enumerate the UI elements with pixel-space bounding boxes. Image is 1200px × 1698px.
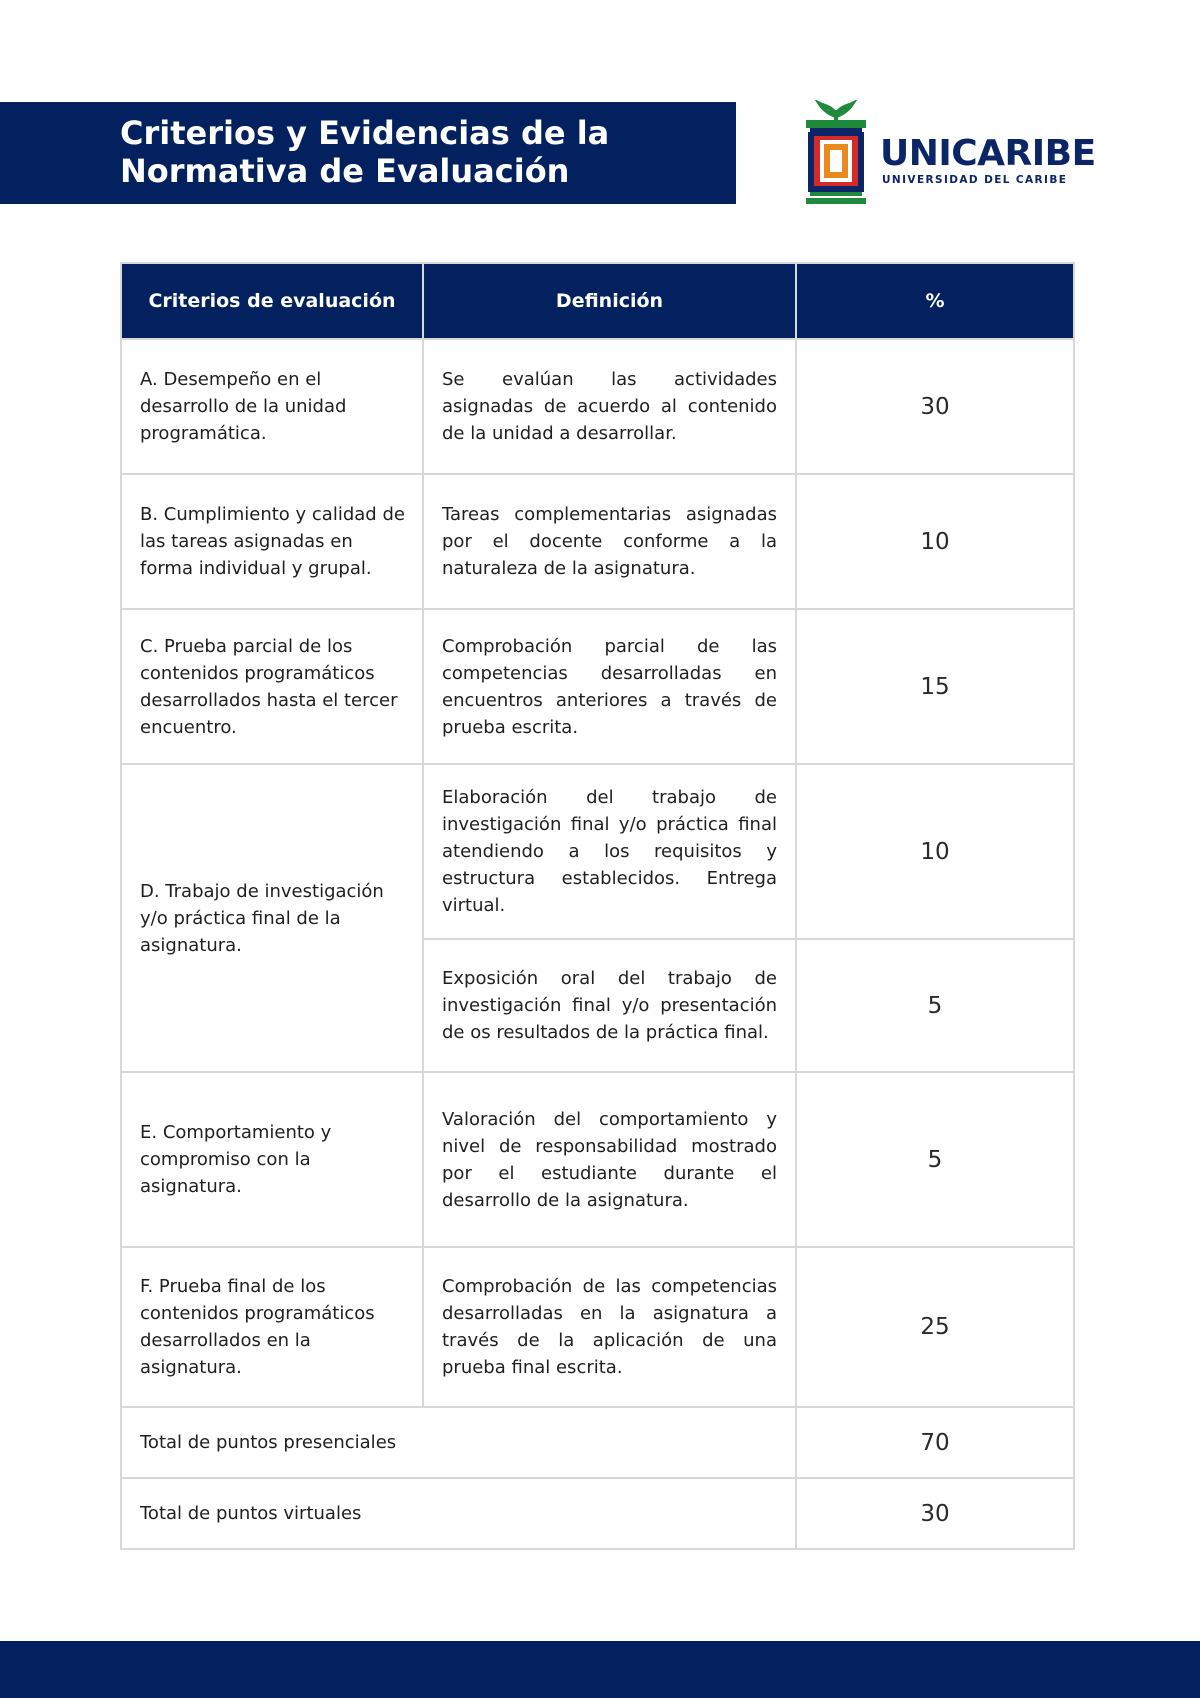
definicion-cell: Valoración del comportamiento y nivel de responsabilidad mostrado por el estudiante durante el desarrollo de la asignatura. [423,1072,796,1247]
total-virtuales-label: Total de puntos virtuales [121,1478,796,1549]
footer-band [0,1641,1200,1698]
page-title [120,114,720,190]
logo-emblem-icon [800,100,872,208]
table-row [121,1072,1074,1247]
definicion-cell: Comprobación parcial de las competencias desarrolladas en encuentros anteriores a través de prueba escrita. [423,609,796,764]
university-logo [800,100,1096,208]
criterio-cell: B. Cumplimiento y calidad de las tareas asignadas en forma individual y grupal. [121,474,423,609]
criterio-cell: C. Prueba parcial de los contenidos programáticos desarrollados hasta el tercer encuentro. [121,609,423,764]
percent-cell: 5 [796,1072,1074,1247]
logo-wordmark: UNICARIBE [880,133,1096,174]
logo-subtitle: UNIVERSIDAD DEL CARIBE [882,174,1068,186]
table-row [121,609,1074,764]
percent-cell: 5 [796,939,1074,1072]
criterio-cell: E. Comportamiento y compromiso con la asignatura. [121,1072,423,1247]
column-header-definicion: Definición [423,263,796,339]
criterio-cell: F. Prueba final de los contenidos programáticos desarrollados en la asignatura. [121,1247,423,1407]
percent-cell: 15 [796,609,1074,764]
percent-cell: 10 [796,474,1074,609]
total-presenciales-value: 70 [796,1407,1074,1478]
page-title-line-2: Normativa de Evaluación [120,152,570,190]
total-row [121,1407,1074,1478]
evaluation-table [120,262,1075,1550]
definicion-cell: Tareas complementarias asignadas por el docente conforme a la naturaleza de la asignatura. [423,474,796,609]
definicion-cell: Se evalúan las actividades asignadas de acuerdo al contenido de la unidad a desarrollar. [423,339,796,474]
criterio-cell: D. Trabajo de investigación y/o práctica final de la asignatura. [121,764,423,1072]
percent-cell: 25 [796,1247,1074,1407]
table-header-row [121,263,1074,339]
column-header-criterios: Criterios de evaluación [121,263,423,339]
percent-cell: 30 [796,339,1074,474]
table-row [121,764,1074,939]
criterio-cell: A. Desempeño en el desarrollo de la unidad programática. [121,339,423,474]
table-row [121,474,1074,609]
total-row [121,1478,1074,1549]
definicion-cell: Elaboración del trabajo de investigación final y/o práctica final atendiendo a los requisitos y estructura establecidos. Entrega virtual. [423,764,796,939]
definicion-cell: Exposición oral del trabajo de investigación final y/o presentación de os resultados de la práctica final. [423,939,796,1072]
total-virtuales-value: 30 [796,1478,1074,1549]
table-row [121,1247,1074,1407]
total-presenciales-label: Total de puntos presenciales [121,1407,796,1478]
page-title-line-1: Criterios y Evidencias de la [120,114,610,152]
table-row [121,339,1074,474]
column-header-percent: % [796,263,1074,339]
percent-cell: 10 [796,764,1074,939]
definicion-cell: Comprobación de las competencias desarrolladas en la asignatura a través de la aplicación de una prueba final escrita. [423,1247,796,1407]
